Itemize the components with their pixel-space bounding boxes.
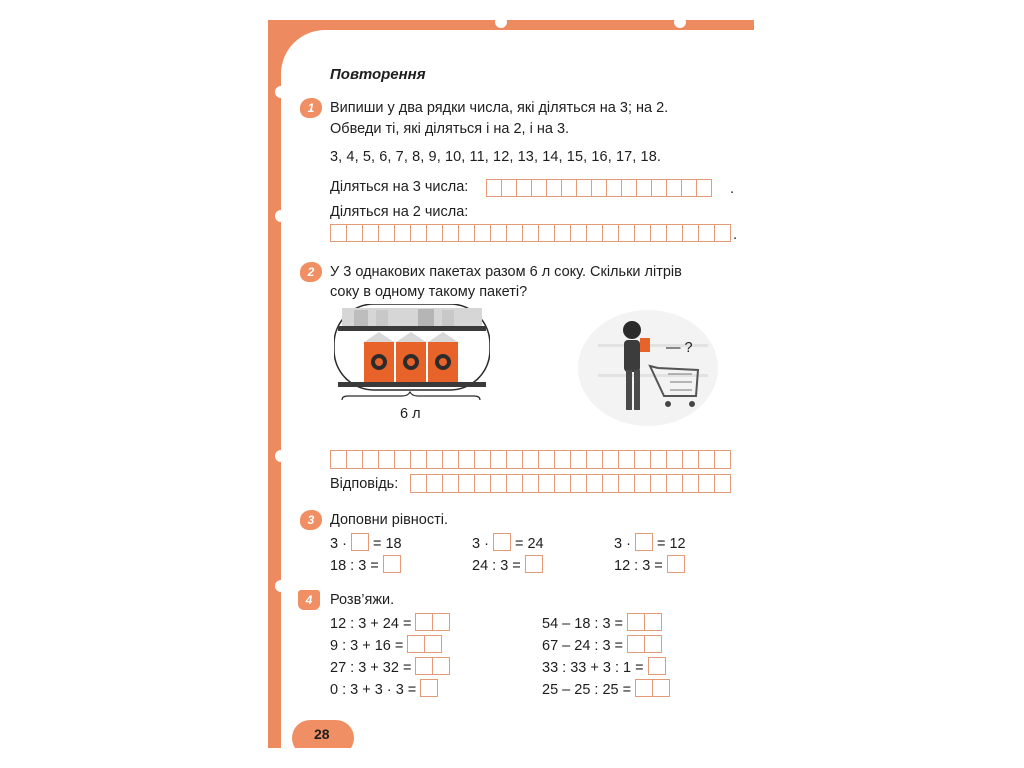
blank-box[interactable] [525, 555, 543, 573]
answer-cell[interactable] [410, 450, 426, 469]
equation: 3 · = 24 [472, 533, 544, 552]
answer-cell[interactable] [602, 224, 618, 242]
answer-cell[interactable] [458, 224, 474, 242]
answer-cell[interactable] [531, 179, 546, 197]
answer-cell[interactable] [666, 224, 682, 242]
answer-boxes[interactable] [420, 679, 438, 701]
answer-boxes-div2[interactable] [330, 224, 731, 242]
answer-cell[interactable] [426, 474, 442, 493]
task-number-badge: 2 [300, 262, 322, 282]
answer-cell[interactable] [666, 179, 681, 197]
answer-cell[interactable] [714, 450, 731, 469]
expression: 33 : 33 + 3 : 1 = [542, 657, 666, 679]
answer-cell[interactable] [682, 224, 698, 242]
answer-cell[interactable] [650, 450, 666, 469]
expression: 9 : 3 + 16 = [330, 635, 442, 657]
answer-cell[interactable] [501, 179, 516, 197]
answer-cell[interactable] [330, 450, 346, 469]
answer-cell[interactable] [554, 450, 570, 469]
answer-cell[interactable] [602, 450, 618, 469]
equation: 3 · = 12 [614, 533, 686, 552]
answer-cell[interactable] [522, 450, 538, 469]
answer-cell[interactable] [426, 224, 442, 242]
answer-cell[interactable] [618, 450, 634, 469]
answer-cell[interactable] [538, 224, 554, 242]
answer-cell[interactable] [546, 179, 561, 197]
answer-cell[interactable] [490, 224, 506, 242]
answer-cell[interactable] [682, 474, 698, 493]
answer-cell[interactable] [634, 450, 650, 469]
answer-boxes[interactable] [648, 657, 666, 679]
answer-cell[interactable] [458, 474, 474, 493]
period: . [730, 180, 735, 197]
page-corner [281, 30, 325, 74]
workbook-page [268, 20, 754, 748]
answer-boxes[interactable] [407, 635, 442, 657]
answer-cell[interactable] [621, 179, 636, 197]
border-notch [275, 86, 287, 98]
task-number-badge: 3 [300, 510, 322, 530]
task1-instruction-line2: Обведи ті, які діляться і на 2, і на 3. [330, 121, 570, 137]
answer-boxes[interactable] [415, 657, 450, 679]
expression: 54 – 18 : 3 = [542, 613, 662, 635]
answer-cell[interactable] [346, 224, 362, 242]
answer-cell[interactable] [474, 224, 490, 242]
answer-cell[interactable] [576, 179, 591, 197]
answer-cell[interactable] [378, 450, 394, 469]
blank-box[interactable] [351, 533, 369, 551]
answer-label: Відповідь: [330, 476, 399, 492]
answer-cell[interactable] [696, 179, 712, 197]
answer-cell[interactable] [490, 450, 506, 469]
task4-title: Розв’яжи. [330, 592, 395, 608]
section-title: Повторення [330, 66, 426, 83]
border-notch [275, 580, 287, 592]
expression: 67 – 24 : 3 = [542, 635, 662, 657]
answer-cell[interactable] [591, 179, 606, 197]
answer-cell[interactable] [378, 224, 394, 242]
answer-cell[interactable] [442, 224, 458, 242]
answer-cell[interactable] [570, 224, 586, 242]
equation: 18 : 3 = [330, 555, 401, 574]
answer-cell[interactable] [570, 474, 586, 493]
answer-cell[interactable] [606, 179, 621, 197]
answer-cell[interactable] [538, 450, 554, 469]
period: . [733, 226, 738, 243]
answer-cell[interactable] [698, 474, 714, 493]
answer-cell[interactable] [410, 224, 426, 242]
answer-boxes-div3[interactable] [486, 179, 712, 197]
answer-cell[interactable] [474, 450, 490, 469]
answer-cell[interactable] [394, 450, 410, 469]
answer-cell[interactable] [618, 224, 634, 242]
task1-number-list: 3, 4, 5, 6, 7, 8, 9, 10, 11, 12, 13, 14, 15, 16, 17, 18. [330, 149, 662, 165]
answer-cell[interactable] [570, 450, 586, 469]
answer-cell[interactable] [554, 474, 570, 493]
answer-cell[interactable] [651, 179, 666, 197]
answer-cell[interactable] [516, 179, 531, 197]
answer-cell[interactable] [666, 450, 682, 469]
blank-box[interactable] [635, 533, 653, 551]
solution-boxes[interactable] [330, 450, 731, 469]
blank-box[interactable] [383, 555, 401, 573]
answer-cell[interactable] [458, 450, 474, 469]
answer-cell[interactable] [442, 450, 458, 469]
border-notch [275, 450, 287, 462]
volume-label: 6 л [400, 406, 421, 422]
task1-label-div3: Діляться на 3 числа: [330, 179, 469, 195]
answer-cell[interactable] [362, 450, 378, 469]
answer-boxes[interactable] [627, 635, 662, 657]
equation: 12 : 3 = [614, 555, 685, 574]
answer-cell[interactable] [554, 224, 570, 242]
answer-boxes[interactable] [415, 613, 450, 635]
answer-cell[interactable] [714, 474, 731, 493]
answer-cell[interactable] [666, 474, 682, 493]
answer-cell[interactable] [486, 179, 501, 197]
answer-cell[interactable] [650, 474, 666, 493]
answer-cell[interactable] [618, 474, 634, 493]
answer-cell[interactable] [330, 224, 346, 242]
answer-boxes[interactable] [410, 474, 731, 493]
answer-cell[interactable] [634, 224, 650, 242]
answer-cell[interactable] [636, 179, 651, 197]
answer-cell[interactable] [442, 474, 458, 493]
task2-problem-line2: соку в одному такому пакеті? [330, 284, 528, 300]
answer-cell[interactable] [506, 474, 522, 493]
blank-box[interactable] [493, 533, 511, 551]
answer-cell[interactable] [698, 450, 714, 469]
answer-cell[interactable] [426, 450, 442, 469]
expression: 12 : 3 + 24 = [330, 613, 450, 635]
answer-cell[interactable] [394, 224, 410, 242]
task-number-badge: 4 [298, 590, 320, 610]
answer-cell[interactable] [522, 474, 538, 493]
answer-cell[interactable] [586, 224, 602, 242]
answer-cell[interactable] [346, 450, 362, 469]
answer-cell[interactable] [586, 450, 602, 469]
answer-cell[interactable] [506, 450, 522, 469]
answer-cell[interactable] [561, 179, 576, 197]
answer-cell[interactable] [490, 474, 506, 493]
answer-cell[interactable] [522, 224, 538, 242]
answer-cell[interactable] [698, 224, 714, 242]
answer-cell[interactable] [362, 224, 378, 242]
answer-boxes[interactable] [635, 679, 670, 701]
answer-cell[interactable] [714, 224, 731, 242]
answer-cell[interactable] [538, 474, 554, 493]
answer-cell[interactable] [682, 450, 698, 469]
task-number-badge: 1 [300, 98, 322, 118]
equation: 24 : 3 = [472, 555, 543, 574]
answer-cell[interactable] [474, 474, 490, 493]
task1-label-div2: Діляться на 2 числа: [330, 204, 469, 220]
answer-cell[interactable] [506, 224, 522, 242]
expression: 27 : 3 + 32 = [330, 657, 450, 679]
question-label: — ? [666, 340, 693, 356]
answer-cell[interactable] [634, 474, 650, 493]
expression: 0 : 3 + 3 · 3 = [330, 679, 438, 701]
answer-boxes[interactable] [627, 613, 662, 635]
answer-cell[interactable] [410, 474, 426, 493]
answer-cell[interactable] [650, 224, 666, 242]
expression: 25 – 25 : 25 = [542, 679, 670, 701]
left-border [268, 20, 281, 748]
border-notch [275, 210, 287, 222]
answer-cell[interactable] [602, 474, 618, 493]
blank-box[interactable] [667, 555, 685, 573]
equation: 3 · = 18 [330, 533, 402, 552]
task2-problem-line1: У 3 однакових пакетах разом 6 л соку. Скільки літрів [330, 264, 682, 280]
task3-title: Доповни рівності. [330, 512, 449, 528]
answer-cell[interactable] [586, 474, 602, 493]
answer-cell[interactable] [681, 179, 696, 197]
woman-with-cart-illustration [578, 308, 728, 428]
page-number: 28 [292, 720, 354, 748]
task1-instruction-line1: Випиши у два рядки числа, які діляться на 3; на 2. [330, 100, 669, 116]
